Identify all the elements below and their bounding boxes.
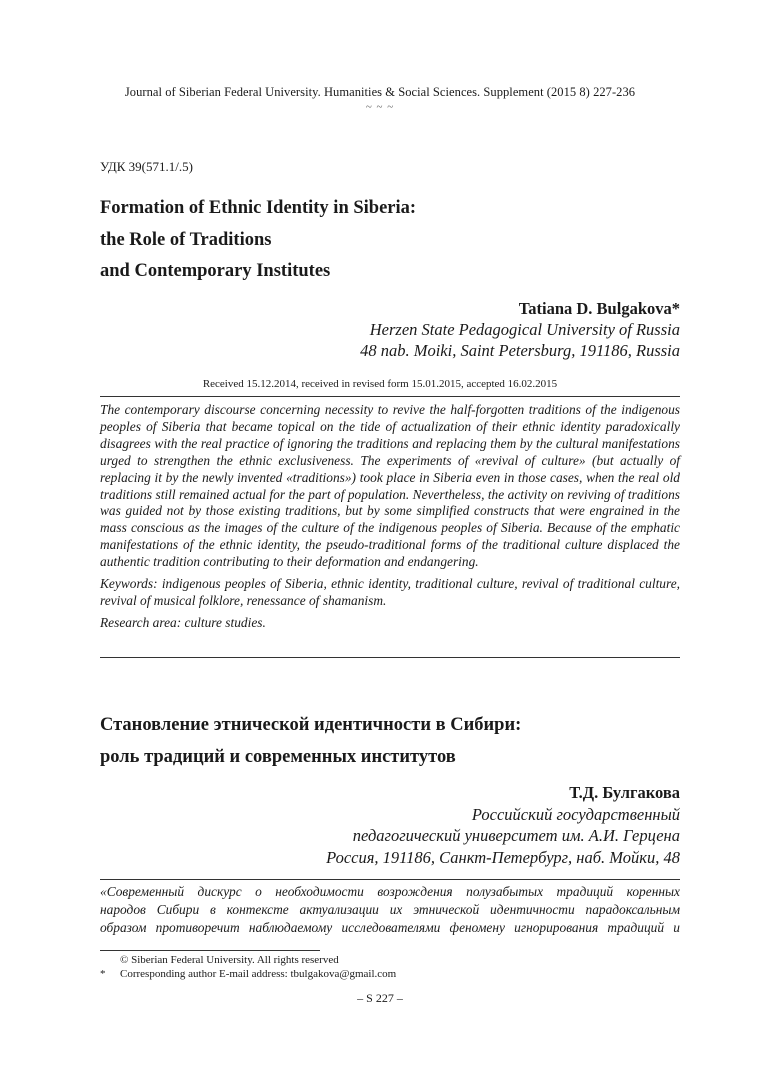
abstract-top-rule — [100, 396, 680, 397]
title-en-line-3: and Contemporary Institutes — [100, 261, 331, 281]
header-ornament: ~ ~ ~ — [365, 101, 395, 113]
abstract-ru-line-2: народов Сибири в контексте актуализации их этнической идентичности парадоксальным — [100, 901, 680, 917]
copyright-text: © Siberian Federal University. All rights reserved — [120, 954, 339, 966]
author-address-en: 48 nab. Moiki, Saint Petersburg, 191186, Russia — [360, 341, 680, 360]
author-affiliation-ru-2: педагогический университет им. А.И. Герцена — [352, 826, 680, 845]
author-affiliation-ru-1: Российский государственный — [471, 804, 680, 824]
abstract-en: The contemporary discourse concerning necessity to revive the half-forgotten traditions of the indigenous peoples of Siberia that became topical on the tide of actualization of their ethnic identity paradoxically disagrees with the real practice of ignoring the traditions and replacing them by the cultural manifestations urged to strengthen the ethnic exclusiveness. The experiments of «revival of culture» (but actually of replacing it by the newly invented «traditions») took place in Siberia even in those cases, when the real old traditions still remained actual for the part of population. Nevertheless, the activity on reviving of traditions was guided not by those existing traditions, but by some simplified constructs that were engrained in the mass conscious as the images of the culture of the indigenous peoples of Siberia. Because of the emphatic manifestations of the ethnic identity, the pseudo-traditional forms of the traditional culture displaced the authentic tradition contributing to their deformation and endangering. — [100, 402, 680, 570]
abstract-ru-top-rule — [100, 879, 680, 880]
footnotes — [100, 953, 396, 981]
received-dates: Received 15.12.2014, received in revised form 15.01.2015, accepted 16.02.2015 — [202, 378, 558, 390]
research-area: Research area: culture studies. — [100, 614, 266, 630]
footnote-rule — [100, 950, 320, 951]
author-block-en — [360, 298, 680, 361]
copyright-note — [100, 953, 396, 967]
keywords: Keywords: indigenous peoples of Siberia, ethnic identity, traditional culture, revival of traditional culture, revival of musical folklore, renessance of shamanism. — [100, 576, 680, 608]
abstract-en-block — [100, 402, 680, 632]
article-title-ru — [100, 709, 521, 773]
author-block-ru — [326, 782, 680, 868]
corresponding-note — [100, 967, 396, 981]
author-address-ru: Россия, 191186, Санкт-Петербург, наб. Мойки, 48 — [326, 847, 680, 867]
page-number: – S 227 – — [357, 991, 403, 1005]
title-en-line-2: the Role of Traditions — [100, 229, 272, 250]
author-name-en: Tatiana D. Bulgakova* — [518, 299, 680, 318]
title-en-line-1: Formation of Ethnic Identity in Siberia: — [100, 198, 417, 218]
corresponding-text: Corresponding author E-mail address: tbulgakova@gmail.com — [120, 968, 397, 980]
author-affiliation-en: Herzen State Pedagogical University of Russia — [369, 320, 680, 339]
author-name-ru: Т.Д. Булгакова — [569, 783, 680, 802]
abstract-ru-line-1: «Современный дискурс о необходимости возрождения полузабытых традиций коренных — [100, 884, 680, 899]
footnote-asterisk: * — [100, 968, 106, 980]
title-ru-line-2: роль традиций и современных институтов — [100, 747, 456, 767]
article-title-en — [100, 193, 416, 288]
abstract-bottom-rule — [100, 657, 680, 658]
udk-code: УДК 39(571.1/.5) — [100, 159, 193, 174]
title-ru-line-1: Становление этнической идентичности в Сибири: — [100, 715, 522, 735]
journal-header: Journal of Siberian Federal University. Humanities & Social Sciences. Supplement (2015 8) 227-236 — [124, 85, 636, 99]
abstract-ru-block — [100, 883, 680, 936]
abstract-ru-line-3: образом противоречит наблюдаемому исследователями феномену игнорирования традиций и — [100, 919, 680, 935]
